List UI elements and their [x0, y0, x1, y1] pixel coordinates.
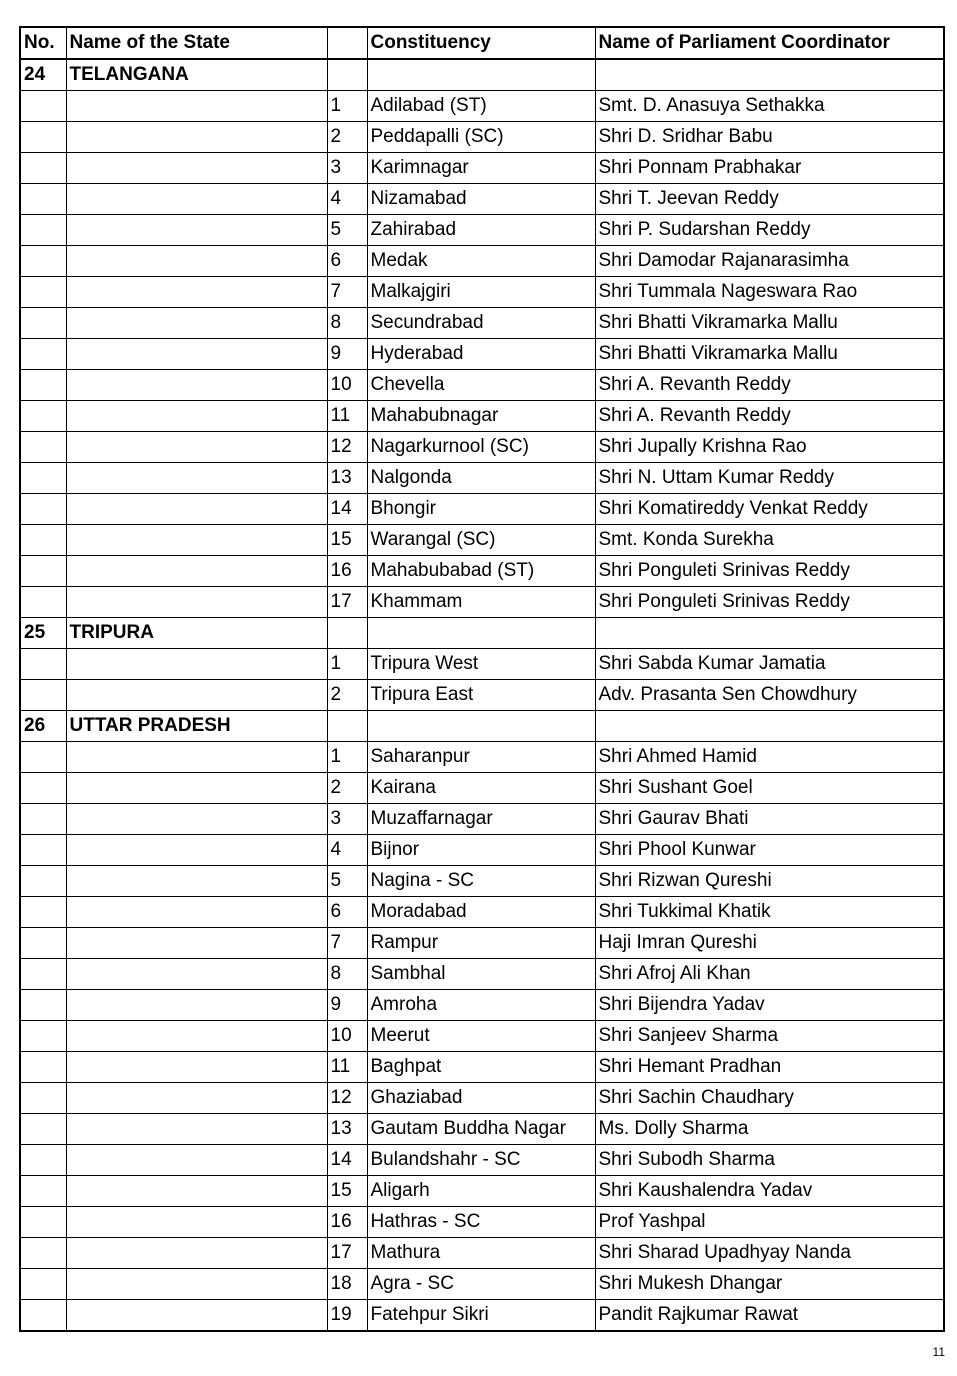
table-row	[20, 339, 944, 370]
empty-cell	[20, 897, 66, 928]
table-row	[20, 649, 944, 680]
coordinator-name: Shri Bijendra Yadav	[595, 990, 944, 1021]
coordinator-name: Shri P. Sudarshan Reddy	[595, 215, 944, 246]
constituency-name: Bulandshahr - SC	[367, 1145, 595, 1176]
empty-cell	[66, 184, 327, 215]
constituency-name: Khammam	[367, 587, 595, 618]
serial-number: 4	[327, 835, 367, 866]
coordinator-name: Ms. Dolly Sharma	[595, 1114, 944, 1145]
constituency-name: Agra - SC	[367, 1269, 595, 1300]
table-row	[20, 1207, 944, 1238]
constituency-name: Moradabad	[367, 897, 595, 928]
coordinator-name: Shri Ponguleti Srinivas Reddy	[595, 556, 944, 587]
empty-cell	[66, 990, 327, 1021]
coordinator-name: Shri Sachin Chaudhary	[595, 1083, 944, 1114]
empty-cell	[20, 308, 66, 339]
empty-cell	[20, 928, 66, 959]
empty-cell	[20, 215, 66, 246]
constituency-name: Warangal (SC)	[367, 525, 595, 556]
page-number: 11	[932, 1345, 945, 1359]
state-number: 24	[20, 59, 66, 91]
empty-cell	[66, 246, 327, 277]
coordinator-name: Prof Yashpal	[595, 1207, 944, 1238]
serial-number: 11	[327, 401, 367, 432]
table-row	[20, 277, 944, 308]
empty-cell	[66, 804, 327, 835]
empty-cell	[66, 339, 327, 370]
empty-cell	[20, 277, 66, 308]
table-row	[20, 835, 944, 866]
table-row	[20, 1021, 944, 1052]
table-row	[20, 184, 944, 215]
empty-cell	[66, 680, 327, 711]
coordinator-name: Shri Rizwan Qureshi	[595, 866, 944, 897]
empty-cell	[66, 401, 327, 432]
coordinator-name: Smt. D. Anasuya Sethakka	[595, 91, 944, 122]
coordinator-name: Haji Imran Qureshi	[595, 928, 944, 959]
serial-number: 14	[327, 1145, 367, 1176]
serial-number: 6	[327, 897, 367, 928]
empty-cell	[66, 153, 327, 184]
empty-cell	[20, 587, 66, 618]
table-row	[20, 1176, 944, 1207]
constituency-name: Meerut	[367, 1021, 595, 1052]
table-row	[20, 463, 944, 494]
empty-cell	[367, 59, 595, 91]
table-row	[20, 215, 944, 246]
empty-cell	[20, 370, 66, 401]
serial-number: 17	[327, 587, 367, 618]
serial-number: 1	[327, 742, 367, 773]
empty-cell	[66, 1145, 327, 1176]
empty-cell	[20, 1145, 66, 1176]
coordinator-name: Shri Kaushalendra Yadav	[595, 1176, 944, 1207]
constituency-name: Sambhal	[367, 959, 595, 990]
serial-number: 6	[327, 246, 367, 277]
table-row	[20, 587, 944, 618]
coordinators-table	[19, 26, 945, 1332]
constituency-name: Fatehpur Sikri	[367, 1300, 595, 1332]
empty-cell	[20, 680, 66, 711]
constituency-name: Nagina - SC	[367, 866, 595, 897]
empty-cell	[66, 1238, 327, 1269]
serial-number: 9	[327, 339, 367, 370]
empty-cell	[20, 91, 66, 122]
empty-cell	[66, 215, 327, 246]
empty-cell	[367, 711, 595, 742]
empty-cell	[20, 1114, 66, 1145]
coordinator-name: Shri Tummala Nageswara Rao	[595, 277, 944, 308]
serial-number: 7	[327, 928, 367, 959]
coordinator-name: Shri A. Revanth Reddy	[595, 370, 944, 401]
state-name: TRIPURA	[66, 618, 327, 649]
coordinator-name: Shri Komatireddy Venkat Reddy	[595, 494, 944, 525]
table-row	[20, 928, 944, 959]
coordinator-name: Shri Hemant Pradhan	[595, 1052, 944, 1083]
header-no: No.	[20, 27, 66, 59]
constituency-name: Secundrabad	[367, 308, 595, 339]
table-header-row	[20, 27, 944, 59]
empty-cell	[20, 122, 66, 153]
empty-cell	[20, 1207, 66, 1238]
empty-cell	[20, 1021, 66, 1052]
table-row	[20, 494, 944, 525]
table-row	[20, 1238, 944, 1269]
coordinator-name: Shri Bhatti Vikramarka Mallu	[595, 339, 944, 370]
coordinator-name: Shri Gaurav Bhati	[595, 804, 944, 835]
coordinator-name: Adv. Prasanta Sen Chowdhury	[595, 680, 944, 711]
empty-cell	[20, 153, 66, 184]
table-row	[20, 432, 944, 463]
constituency-name: Kairana	[367, 773, 595, 804]
empty-cell	[66, 1021, 327, 1052]
table-row	[20, 370, 944, 401]
table-row	[20, 556, 944, 587]
serial-number: 3	[327, 153, 367, 184]
state-row	[20, 618, 944, 649]
empty-cell	[66, 525, 327, 556]
constituency-name: Mahabubnagar	[367, 401, 595, 432]
serial-number: 4	[327, 184, 367, 215]
empty-cell	[66, 897, 327, 928]
table-row	[20, 525, 944, 556]
constituency-name: Mahabubabad (ST)	[367, 556, 595, 587]
serial-number: 2	[327, 122, 367, 153]
table-row	[20, 1052, 944, 1083]
constituency-name: Nizamabad	[367, 184, 595, 215]
coordinator-name: Shri D. Sridhar Babu	[595, 122, 944, 153]
serial-number: 13	[327, 463, 367, 494]
empty-cell	[367, 618, 595, 649]
empty-cell	[595, 59, 944, 91]
serial-number: 3	[327, 804, 367, 835]
state-number: 26	[20, 711, 66, 742]
empty-cell	[20, 959, 66, 990]
serial-number: 17	[327, 1238, 367, 1269]
empty-cell	[20, 1269, 66, 1300]
empty-cell	[66, 1114, 327, 1145]
serial-number: 9	[327, 990, 367, 1021]
constituency-name: Nagarkurnool (SC)	[367, 432, 595, 463]
empty-cell	[66, 587, 327, 618]
constituency-name: Gautam Buddha Nagar	[367, 1114, 595, 1145]
state-row	[20, 711, 944, 742]
table-row	[20, 308, 944, 339]
coordinator-name: Shri Tukkimal Khatik	[595, 897, 944, 928]
serial-number: 15	[327, 1176, 367, 1207]
serial-number: 2	[327, 680, 367, 711]
empty-cell	[327, 711, 367, 742]
table-row	[20, 773, 944, 804]
coordinator-name: Shri Sabda Kumar Jamatia	[595, 649, 944, 680]
constituency-name: Chevella	[367, 370, 595, 401]
empty-cell	[66, 122, 327, 153]
empty-cell	[20, 432, 66, 463]
empty-cell	[66, 866, 327, 897]
coordinator-name: Shri Mukesh Dhangar	[595, 1269, 944, 1300]
empty-cell	[20, 804, 66, 835]
empty-cell	[20, 556, 66, 587]
table-row	[20, 804, 944, 835]
coordinators-table-sheet	[19, 26, 943, 1332]
serial-number: 10	[327, 1021, 367, 1052]
table-row	[20, 1145, 944, 1176]
empty-cell	[20, 1300, 66, 1332]
empty-cell	[20, 463, 66, 494]
empty-cell	[66, 835, 327, 866]
serial-number: 18	[327, 1269, 367, 1300]
empty-cell	[595, 711, 944, 742]
coordinator-name: Shri Ponguleti Srinivas Reddy	[595, 587, 944, 618]
empty-cell	[66, 1207, 327, 1238]
coordinator-name: Shri Bhatti Vikramarka Mallu	[595, 308, 944, 339]
empty-cell	[327, 59, 367, 91]
constituency-name: Baghpat	[367, 1052, 595, 1083]
header-state: Name of the State	[66, 27, 327, 59]
table-row	[20, 866, 944, 897]
constituency-name: Aligarh	[367, 1176, 595, 1207]
table-row	[20, 246, 944, 277]
constituency-name: Bhongir	[367, 494, 595, 525]
coordinator-name: Shri Sanjeev Sharma	[595, 1021, 944, 1052]
constituency-name: Muzaffarnagar	[367, 804, 595, 835]
table-body	[20, 59, 944, 1331]
empty-cell	[20, 1083, 66, 1114]
state-row	[20, 59, 944, 91]
empty-cell	[66, 556, 327, 587]
empty-cell	[20, 401, 66, 432]
serial-number: 1	[327, 91, 367, 122]
serial-number: 12	[327, 432, 367, 463]
table-row	[20, 1114, 944, 1145]
table-row	[20, 1300, 944, 1332]
coordinator-name: Shri Damodar Rajanarasimha	[595, 246, 944, 277]
empty-cell	[20, 835, 66, 866]
serial-number: 10	[327, 370, 367, 401]
serial-number: 16	[327, 1207, 367, 1238]
table-row	[20, 742, 944, 773]
empty-cell	[20, 1238, 66, 1269]
coordinator-name: Shri Jupally Krishna Rao	[595, 432, 944, 463]
coordinator-name: Shri Subodh Sharma	[595, 1145, 944, 1176]
serial-number: 15	[327, 525, 367, 556]
empty-cell	[20, 494, 66, 525]
constituency-name: Hyderabad	[367, 339, 595, 370]
state-name: UTTAR PRADESH	[66, 711, 327, 742]
empty-cell	[327, 618, 367, 649]
table-row	[20, 680, 944, 711]
empty-cell	[20, 990, 66, 1021]
coordinator-name: Smt. Konda Surekha	[595, 525, 944, 556]
constituency-name: Tripura West	[367, 649, 595, 680]
empty-cell	[66, 1300, 327, 1332]
table-row	[20, 91, 944, 122]
coordinator-name: Shri Ahmed Hamid	[595, 742, 944, 773]
constituency-name: Adilabad (ST)	[367, 91, 595, 122]
header-coordinator: Name of Parliament Coordinator	[595, 27, 944, 59]
constituency-name: Zahirabad	[367, 215, 595, 246]
constituency-name: Amroha	[367, 990, 595, 1021]
constituency-name: Tripura East	[367, 680, 595, 711]
header-serial	[327, 27, 367, 59]
empty-cell	[20, 742, 66, 773]
serial-number: 14	[327, 494, 367, 525]
constituency-name: Saharanpur	[367, 742, 595, 773]
constituency-name: Mathura	[367, 1238, 595, 1269]
coordinator-name: Shri Afroj Ali Khan	[595, 959, 944, 990]
empty-cell	[66, 1052, 327, 1083]
serial-number: 1	[327, 649, 367, 680]
state-number: 25	[20, 618, 66, 649]
constituency-name: Peddapalli (SC)	[367, 122, 595, 153]
empty-cell	[20, 1176, 66, 1207]
empty-cell	[20, 184, 66, 215]
coordinator-name: Shri Phool Kunwar	[595, 835, 944, 866]
empty-cell	[595, 618, 944, 649]
table-row	[20, 1083, 944, 1114]
coordinator-name: Shri Sushant Goel	[595, 773, 944, 804]
header-constituency: Constituency	[367, 27, 595, 59]
constituency-name: Hathras - SC	[367, 1207, 595, 1238]
empty-cell	[20, 339, 66, 370]
empty-cell	[20, 773, 66, 804]
constituency-name: Nalgonda	[367, 463, 595, 494]
empty-cell	[66, 773, 327, 804]
empty-cell	[66, 494, 327, 525]
serial-number: 12	[327, 1083, 367, 1114]
coordinator-name: Pandit Rajkumar Rawat	[595, 1300, 944, 1332]
state-name: TELANGANA	[66, 59, 327, 91]
empty-cell	[66, 649, 327, 680]
constituency-name: Ghaziabad	[367, 1083, 595, 1114]
empty-cell	[66, 370, 327, 401]
serial-number: 19	[327, 1300, 367, 1332]
empty-cell	[20, 649, 66, 680]
empty-cell	[66, 432, 327, 463]
empty-cell	[66, 1269, 327, 1300]
table-row	[20, 122, 944, 153]
empty-cell	[66, 959, 327, 990]
coordinator-name: Shri Ponnam Prabhakar	[595, 153, 944, 184]
empty-cell	[66, 277, 327, 308]
empty-cell	[66, 91, 327, 122]
empty-cell	[66, 742, 327, 773]
coordinator-name: Shri Sharad Upadhyay Nanda	[595, 1238, 944, 1269]
serial-number: 5	[327, 866, 367, 897]
serial-number: 2	[327, 773, 367, 804]
coordinator-name: Shri A. Revanth Reddy	[595, 401, 944, 432]
table-row	[20, 990, 944, 1021]
constituency-name: Malkajgiri	[367, 277, 595, 308]
table-row	[20, 153, 944, 184]
empty-cell	[66, 463, 327, 494]
constituency-name: Karimnagar	[367, 153, 595, 184]
empty-cell	[66, 308, 327, 339]
empty-cell	[66, 928, 327, 959]
constituency-name: Rampur	[367, 928, 595, 959]
empty-cell	[20, 866, 66, 897]
constituency-name: Bijnor	[367, 835, 595, 866]
table-row	[20, 1269, 944, 1300]
empty-cell	[20, 1052, 66, 1083]
serial-number: 13	[327, 1114, 367, 1145]
empty-cell	[20, 525, 66, 556]
empty-cell	[66, 1083, 327, 1114]
serial-number: 5	[327, 215, 367, 246]
table-row	[20, 897, 944, 928]
serial-number: 7	[327, 277, 367, 308]
empty-cell	[20, 246, 66, 277]
table-row	[20, 959, 944, 990]
table-row	[20, 401, 944, 432]
serial-number: 8	[327, 308, 367, 339]
coordinator-name: Shri N. Uttam Kumar Reddy	[595, 463, 944, 494]
constituency-name: Medak	[367, 246, 595, 277]
empty-cell	[66, 1176, 327, 1207]
serial-number: 11	[327, 1052, 367, 1083]
coordinator-name: Shri T. Jeevan Reddy	[595, 184, 944, 215]
serial-number: 16	[327, 556, 367, 587]
serial-number: 8	[327, 959, 367, 990]
